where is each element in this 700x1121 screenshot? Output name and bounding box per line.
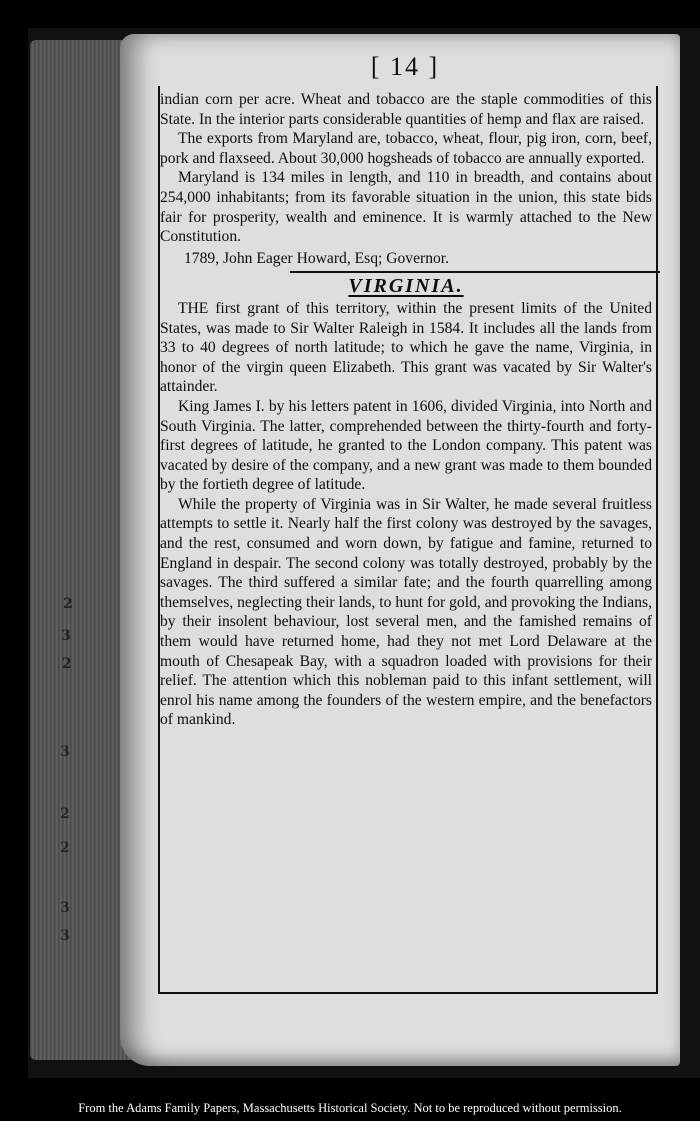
page-text (160, 90, 652, 730)
margin-mark: 2 (62, 656, 72, 672)
margin-mark: 3 (60, 744, 70, 760)
virginia-paragraph: While the property of Virginia was in Sir Walter, he made several fruitless attempts to settle it. Nearly half the first colony was destroyed by the savages, and the rest, consumed and worn down, by fatigue and famine, returned to England in despair. The second colony was totally destroyed, probably by the savages. The third suffered a similar fate; and the fourth quarrelling among themselves, neglecting their lands, to hunt for gold, and provoking the Indians, by their insolent behaviour, lost several men, and the famished remains of them would have returned home, had they not met Lord Delaware at the mouth of Chesapeak Bay, with a squadron loaded with provisions for their relief. The attention which this nobleman paid to this infant settlement, will enrol his name among the founders of the western empire, and the benefactors of mankind. (160, 495, 652, 729)
margin-mark: 2 (60, 840, 70, 856)
page-number: [ 14 ] (370, 52, 440, 81)
maryland-paragraph: indian corn per acre. Wheat and tobacco are the staple commodities of this State. In the interior parts considerable quantities of hemp and flax are raised. (160, 91, 652, 128)
section-rule (290, 271, 660, 273)
maryland-paragraph: The exports from Maryland are, tobacco, wheat, flour, pig iron, corn, beef, pork and flaxseed. About 30,000 hogsheads of tobacco are annually exported. (160, 130, 652, 167)
governor-line: 1789, John Eager Howard, Esq; Governor. (184, 249, 450, 267)
margin-mark: 3 (61, 628, 71, 644)
copyright-footer: From the Adams Family Papers, Massachusetts Historical Society. Not to be reproduced without permission. (78, 1101, 622, 1115)
margin-mark: 2 (60, 806, 70, 822)
margin-mark: 3 (60, 900, 70, 916)
virginia-paragraph: King James I. by his letters patent in 1606, divided Virginia, into North and South Virginia. The latter, comprehended between the thirty-fourth and forty-first degrees of latitude, he granted to the London company. This patent was vacated by desire of the company, and a new grant was made to them bounded by the fortieth degree of latitude. (160, 397, 652, 494)
margin-mark: 2 (63, 596, 73, 612)
maryland-paragraph: Maryland is 134 miles in length, and 110 in breadth, and contains about 254,000 inhabitants; from its favorable situation in the union, this state bids fair for prosperity, wealth and eminence. It is warmly attached to the New Constitution. (160, 169, 652, 246)
section-title: VIRGINIA. (348, 275, 464, 298)
margin-mark: 3 (60, 928, 70, 944)
virginia-paragraph: THE first grant of this territory, within the present limits of the United States, was made to Sir Walter Raleigh in 1584. It includes all the lands from 33 to 40 degrees of north latitude; to which he gave the name, Virginia, in honor of the virgin queen Elizabeth. This grant was vacated by Sir Walter's attainder. (160, 299, 652, 396)
